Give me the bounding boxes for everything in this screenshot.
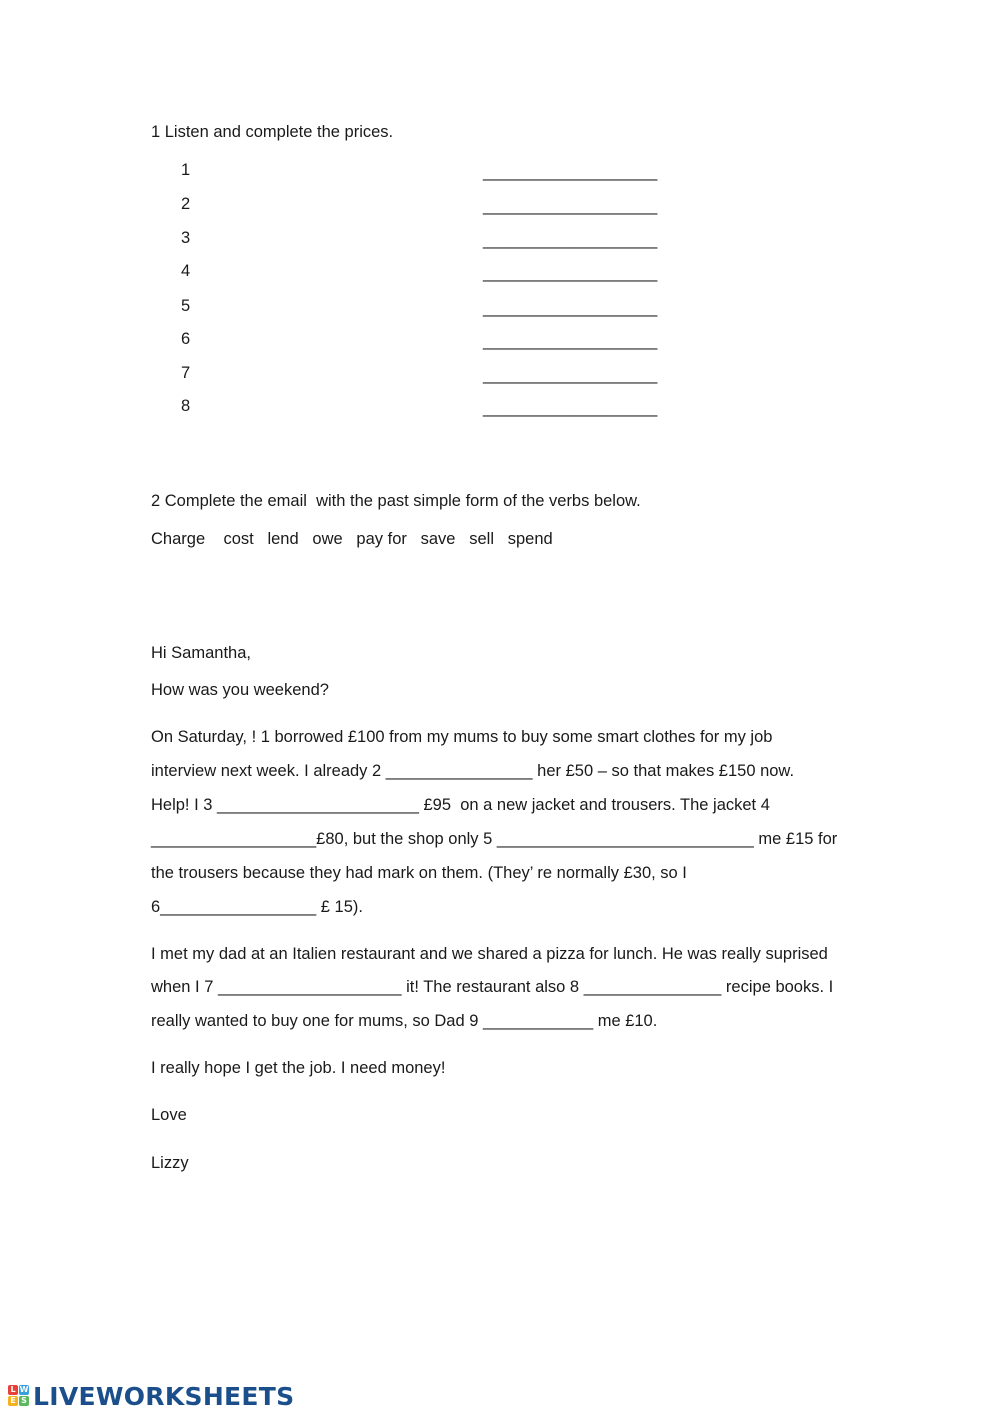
logo-block: W <box>19 1385 29 1394</box>
email-signoff: Love <box>151 1106 187 1124</box>
answer-blank[interactable]: ___________________ <box>483 299 658 317</box>
email-line: when I 7 ____________________ it! The restaurant also 8 _______________ recipe books. I <box>151 978 834 996</box>
email-line: really wanted to buy one for mums, so Dad 9 ____________ me £10. <box>151 1012 658 1030</box>
email-line: Help! I 3 ______________________ £95 on a new jacket and trousers. The jacket 4 <box>151 796 770 814</box>
email-line: 6_________________ £ 15). <box>151 898 363 916</box>
email-line: I met my dad at an Italien restaurant and we shared a pizza for lunch. He was really suprised <box>151 945 828 963</box>
item-number: 8 <box>181 397 191 415</box>
brand-name: LIVEWORKSHEETS <box>33 1381 295 1411</box>
answer-blank[interactable]: ___________________ <box>483 163 658 181</box>
email-greeting: Hi Samantha, <box>151 644 251 662</box>
item-number: 6 <box>181 330 191 348</box>
item-number: 3 <box>181 229 191 247</box>
logo-block: E <box>8 1396 18 1406</box>
word-bank: Charge cost lend owe pay for save sell spend <box>151 530 553 548</box>
answer-blank[interactable]: ___________________ <box>483 399 658 417</box>
exercise1-title: 1 Listen and complete the prices. <box>151 123 394 141</box>
logo-block: L <box>8 1385 18 1395</box>
liveworksheets-logo <box>8 1382 294 1410</box>
answer-blank[interactable]: ___________________ <box>483 332 658 350</box>
email-signature: Lizzy <box>151 1154 189 1172</box>
item-number: 7 <box>181 364 191 382</box>
answer-blank[interactable]: ___________________ <box>483 366 658 384</box>
email-closing-line: I really hope I get the job. I need money! <box>151 1059 446 1077</box>
item-number: 5 <box>181 297 191 315</box>
logo-block: S <box>19 1396 29 1406</box>
email-line: the trousers because they had mark on them. (They’ re normally £30, so I <box>151 864 687 882</box>
item-number: 1 <box>181 161 191 179</box>
logo-blocks-icon <box>8 1385 30 1407</box>
exercise2-title: 2 Complete the email with the past simple form of the verbs below. <box>151 492 641 510</box>
email-question: How was you weekend? <box>151 681 329 699</box>
email-line: On Saturday, ! 1 borrowed £100 from my mums to buy some smart clothes for my job <box>151 728 773 746</box>
answer-blank[interactable]: ___________________ <box>483 231 658 249</box>
answer-blank[interactable]: ___________________ <box>483 264 658 282</box>
email-line: interview next week. I already 2 ________________ her £50 – so that makes £150 now. <box>151 762 795 780</box>
answer-blank[interactable]: ___________________ <box>483 197 658 215</box>
email-line: __________________£80, but the shop only 5 ____________________________ me £15 for <box>151 830 838 848</box>
item-number: 2 <box>181 195 191 213</box>
item-number: 4 <box>181 262 191 280</box>
